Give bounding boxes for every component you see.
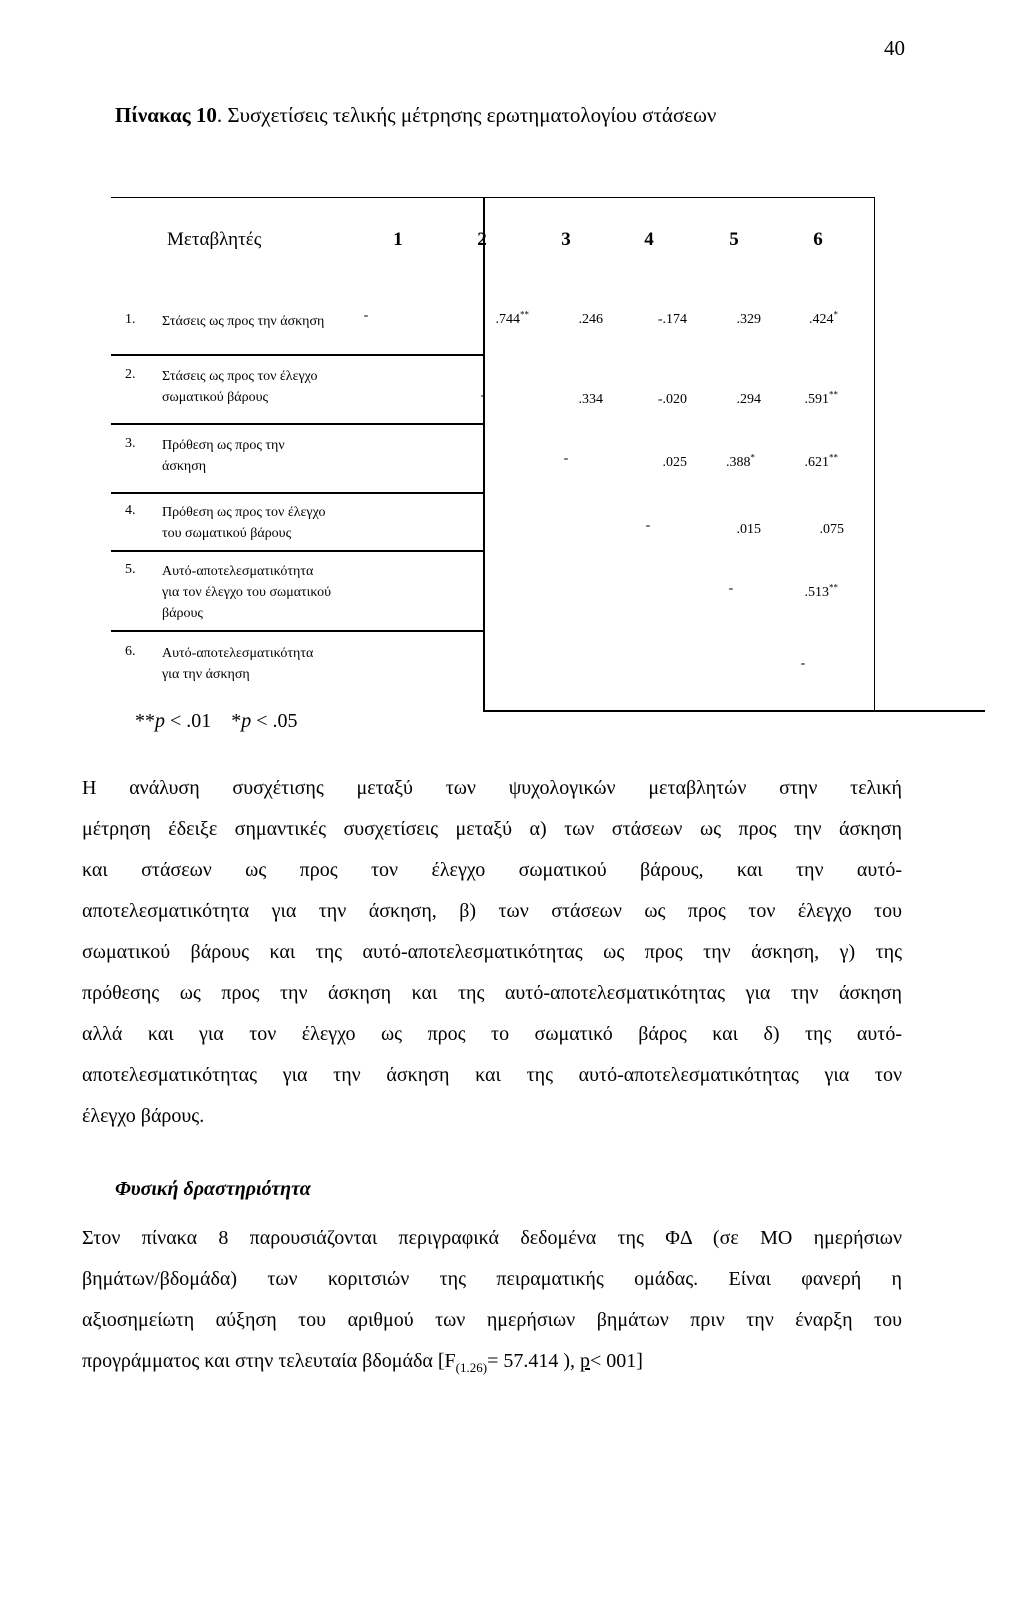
- page-number: 40: [884, 36, 905, 60]
- significance-mark: **: [829, 452, 838, 463]
- row-separator: [111, 630, 483, 632]
- row-label: [162, 366, 462, 408]
- value-text: .329: [736, 312, 761, 327]
- diagonal-dash: -: [728, 581, 734, 596]
- column-header-5: 5: [729, 229, 739, 250]
- paragraph-line: μέτρηση έδειξε σημαντικές συσχετίσεις μεταξύ α) των στάσεων ως προς την άσκηση: [82, 818, 902, 840]
- sig-a-prefix: **: [135, 710, 155, 732]
- row-separator: [111, 550, 483, 552]
- correlation-value: [523, 392, 603, 408]
- column-header-6: 6: [813, 229, 823, 250]
- stat-text-before: προγράμματος και στην τελευταία βδομάδα [F: [82, 1350, 456, 1372]
- value-text: .744: [495, 312, 520, 327]
- paragraph-physical-activity: [82, 1218, 902, 1382]
- row-number: 4.: [125, 503, 136, 518]
- row-label-line: Στάσεις ως προς τον έλεγχο: [162, 369, 318, 384]
- correlation-value: [523, 312, 603, 328]
- paragraph-line: σωματικού βάρους και της αυτό-αποτελεσματικότητας ως προς την άσκηση, γ) της: [82, 941, 902, 963]
- significance-mark: *: [833, 309, 838, 320]
- value-text: .513: [804, 585, 829, 600]
- correlation-value: [758, 582, 838, 601]
- row-label-line: για την άσκηση: [162, 667, 250, 682]
- value-text: .388: [726, 455, 751, 470]
- column-header-2: 2: [477, 229, 487, 250]
- row-label-line: Στάσεις ως προς την άσκηση: [162, 314, 325, 329]
- value-text: .334: [578, 392, 603, 407]
- row-label-line: σωματικού βάρους: [162, 390, 269, 405]
- correlation-value: [681, 312, 761, 328]
- value-text: .591: [804, 392, 829, 407]
- paragraph-line: αποτελεσματικότητας για την άσκηση και της αυτό-αποτελεσματικότητας για τον: [82, 1064, 902, 1086]
- correlation-value: [681, 392, 761, 408]
- diagonal-dash: -: [480, 388, 486, 403]
- paragraph-correlations: [82, 768, 902, 1137]
- diagonal-dash: -: [645, 518, 651, 533]
- section-heading: Φυσική δραστηριότητα: [115, 1178, 311, 1200]
- value-text: .246: [578, 312, 603, 327]
- paragraph-last-line: [82, 1341, 902, 1382]
- stat-text-end: < 001]: [590, 1350, 643, 1372]
- table-inner: [111, 198, 874, 711]
- row-label-line: Αυτό-αποτελεσματικότητα: [162, 564, 314, 579]
- row-label: [162, 502, 462, 544]
- sig-b-rest: < .05: [251, 710, 298, 732]
- correlation-value: [607, 392, 687, 408]
- paragraph-line: αλλά και για τον έλεγχο ως προς το σωματικό βάρος και δ) της αυτό-: [82, 1023, 902, 1045]
- value-text: .075: [819, 522, 844, 537]
- value-text: .025: [662, 455, 687, 470]
- row-label-line: άσκηση: [162, 459, 207, 474]
- paragraph-line: αποτελεσματικότητα για την άσκηση, β) των στάσεων ως προς τον έλεγχο του: [82, 900, 902, 922]
- p-symbol: p: [580, 1350, 591, 1372]
- row-label-line: του σωματικού βάρους: [162, 526, 292, 541]
- row-label: [162, 435, 462, 477]
- table-caption: [115, 103, 716, 128]
- row-number: 2.: [125, 367, 136, 382]
- value-text: .015: [736, 522, 761, 537]
- correlation-value: [449, 309, 529, 328]
- significance-mark: *: [750, 452, 755, 463]
- diagonal-dash: -: [363, 308, 369, 323]
- row-separator: [111, 423, 483, 425]
- row-label: [162, 643, 462, 685]
- f-subscript: (1.26): [455, 1360, 488, 1375]
- correlation-value: [758, 452, 838, 471]
- row-label-line: Πρόθεση ως προς τον έλεγχο: [162, 505, 326, 520]
- correlation-value: [758, 309, 838, 328]
- paragraph-line: πρόθεσης ως προς την άσκηση και της αυτό-αποτελεσματικότητας για την άσκηση: [82, 982, 902, 1004]
- correlation-value: [764, 522, 844, 538]
- sig-b-p: p: [241, 710, 252, 732]
- correlation-value: [681, 522, 761, 538]
- paragraph-line: Στον πίνακα 8 παρουσιάζονται περιγραφικά δεδομένα της ΦΔ (σε ΜΟ ημερήσιων: [82, 1227, 902, 1249]
- value-text: .621: [804, 455, 829, 470]
- row-separator: [111, 354, 483, 356]
- significance-mark: **: [520, 309, 529, 320]
- sig-a-rest: < .01: [165, 710, 212, 732]
- sig-a-p: p: [155, 710, 165, 732]
- row-label: [162, 561, 462, 624]
- stat-text-after: = 57.414 ),: [487, 1350, 581, 1372]
- significance-note: [135, 710, 298, 733]
- diagonal-dash: -: [563, 451, 569, 466]
- caption-label: Πίνακας 10: [115, 103, 217, 127]
- correlation-value: [607, 312, 687, 328]
- paragraph-line: και στάσεων ως προς τον έλεγχο σωματικού βάρους, και την αυτό-: [82, 859, 902, 881]
- correlation-value: [675, 452, 755, 471]
- row-label-line: Πρόθεση ως προς την: [162, 438, 285, 453]
- paragraph-line: βημάτων/βδομάδα) των κοριτσιών της πειραματικής ομάδας. Είναι φανερή η: [82, 1268, 902, 1290]
- row-label-line: βάρους: [162, 606, 203, 621]
- caption-text: . Συσχετίσεις τελικής μέτρησης ερωτηματολογίου στάσεων: [216, 103, 717, 127]
- table-vertical-rule: [483, 198, 485, 711]
- column-header-1: 1: [393, 229, 403, 250]
- correlation-table: [111, 197, 875, 711]
- row-number: 6.: [125, 644, 136, 659]
- table-bottom-rule: [483, 710, 985, 712]
- paragraph-line: Η ανάλυση συσχέτισης μεταξύ των ψυχολογικών μεταβλητών στην τελική: [82, 777, 902, 799]
- row-number: 5.: [125, 562, 136, 577]
- table-header-label: Μεταβλητές: [167, 229, 262, 250]
- significance-mark: **: [829, 389, 838, 400]
- row-number: 3.: [125, 436, 136, 451]
- paragraph-line: αξιοσημείωτη αύξηση του αριθμού των ημερήσιων βημάτων πριν την έναρξη του: [82, 1309, 902, 1331]
- value-text: -.174: [657, 312, 687, 327]
- sig-b-prefix: *: [231, 710, 242, 732]
- row-label: [162, 311, 462, 332]
- column-header-3: 3: [561, 229, 571, 250]
- paragraph-line: έλεγχο βάρους.: [82, 1105, 205, 1127]
- diagonal-dash: -: [800, 656, 806, 671]
- value-text: .424: [809, 312, 834, 327]
- correlation-value: [758, 389, 838, 408]
- row-label-line: Αυτό-αποτελεσματικότητα: [162, 646, 314, 661]
- value-text: .294: [736, 392, 761, 407]
- row-separator: [111, 492, 483, 494]
- column-header-4: 4: [644, 229, 654, 250]
- significance-mark: **: [829, 582, 838, 593]
- row-label-line: για τον έλεγχο του σωματικού: [162, 585, 332, 600]
- value-text: -.020: [657, 392, 687, 407]
- row-number: 1.: [125, 312, 136, 327]
